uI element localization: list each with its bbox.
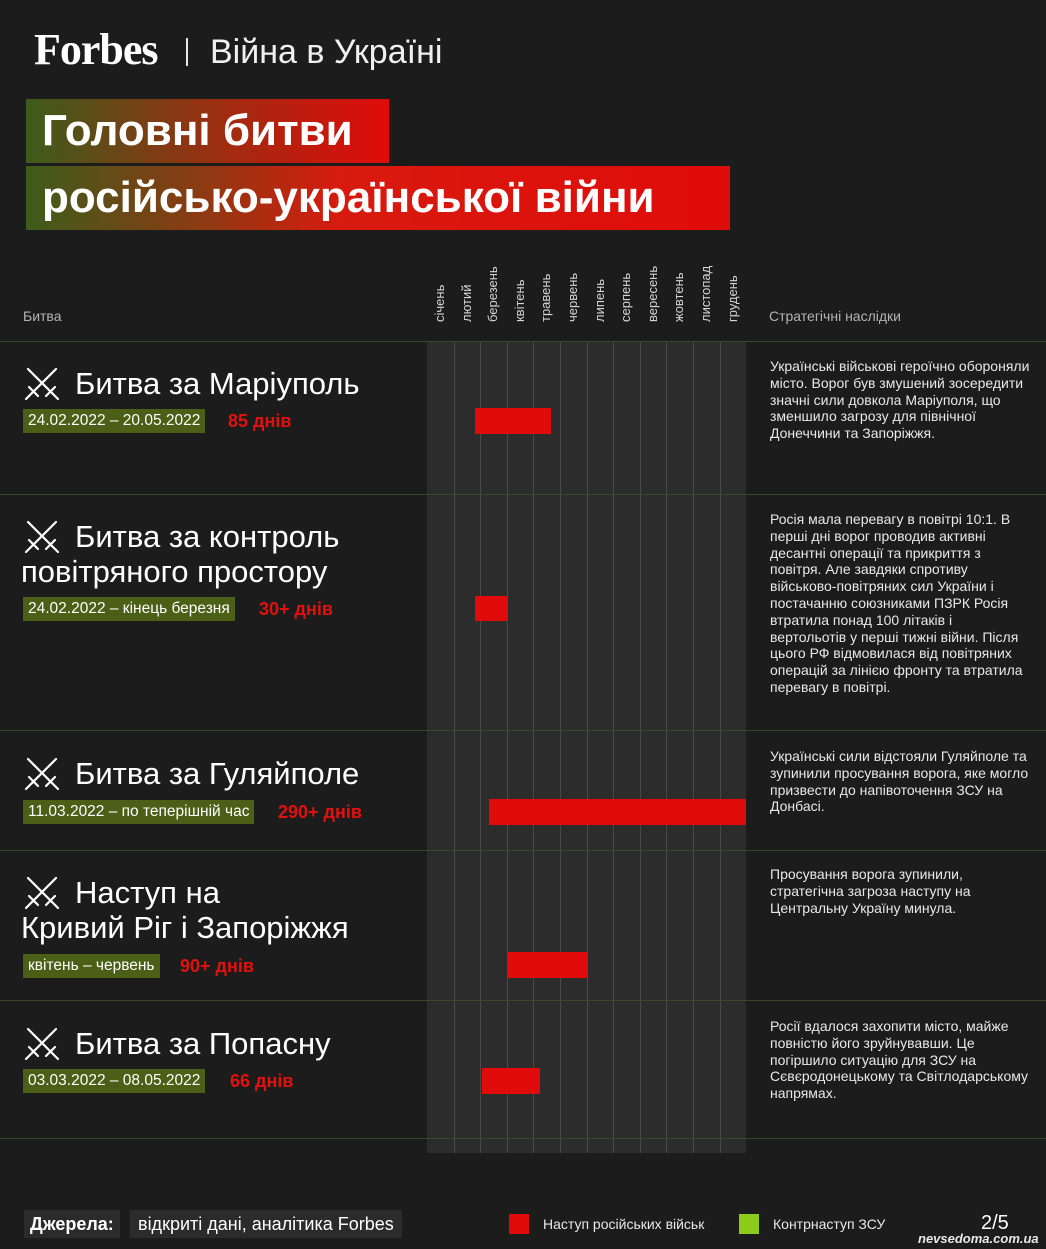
row-divider [0,730,1046,731]
month-gridline [666,342,667,1153]
month-gridline [613,342,614,1153]
row-divider [0,494,1046,495]
header-divider [186,38,188,66]
consequence-text: Українські сили відстояли Гуляйполе та зупинили просування ворога, яке могло призвести до напівоточення ЗСУ на Донбасі. [770,748,1029,815]
month-label: вересень [644,265,660,322]
month-label: травень [538,273,554,322]
battle-duration: 30+ днів [259,599,333,619]
sources-text: відкриті дані, аналітика Forbes [130,1210,402,1238]
battle-duration: 85 днів [228,411,292,431]
row-divider [0,1000,1046,1001]
month-label: грудень [724,275,740,322]
sources-label: Джерела: [24,1210,120,1238]
battle-title: Наступ на [75,875,220,910]
column-header-battle: Битва [23,308,62,324]
consequence-text: Просування ворога зупинили, стратегічна загроза наступу на Центральну Україну минула. [770,866,971,916]
crossed-swords-icon [22,753,62,793]
month-label: січень [432,284,447,322]
page-title-line-2: російсько-української війни [26,166,730,230]
page-indicator: 2/5 [981,1212,1009,1234]
month-gridline [480,342,481,1153]
legend-swatch-russian [509,1214,529,1234]
offensive-bar [507,952,587,978]
month-label: жовтень [671,272,687,322]
crossed-swords-icon [22,872,62,912]
battle-duration: 90+ днів [180,956,254,976]
battle-dates: 24.02.2022 – кінець березня [23,597,235,621]
month-gridline [693,342,694,1153]
battle-dates: 11.03.2022 – по теперішній час [23,800,254,824]
section-title: Війна в Україні [210,33,443,71]
legend-label-ukrainian: Контрнаступ ЗСУ [773,1216,886,1232]
row-divider [0,1138,1046,1139]
battle-title: Битва за Маріуполь [75,366,360,401]
legend-label-russian: Наступ російських військ [543,1216,705,1232]
month-label: листопад [698,265,713,322]
battle-dates: 03.03.2022 – 08.05.2022 [23,1069,205,1093]
crossed-swords-icon [22,363,62,403]
month-label: березень [485,266,501,322]
month-gridline [640,342,641,1153]
row-divider [0,341,1046,342]
offensive-bar [475,596,507,621]
consequence-text: Росія мала перевагу в повітрі 10:1. В перші дні ворог проводив активні десантні операції та прикриття з повітря. Але завдяки спротиву військово-повітряних сил України і постачанню союзниками ПЗРК Росія втратила понад 100 літаків і вертольотів у перші тижні війни. Після цього РФ відмовилася від повітряних операцій за лінією фронту та втратила перевагу в повітрі. [770,511,1023,695]
offensive-bar [482,1068,540,1094]
consequence-text: Українські військові героїчно обороняли місто. Ворог був змушений зосередити значні сили довкола Маріуполя, що зменшило загрозу для північної Донеччини та Запоріжжя. [770,358,1030,442]
battle-title: Битва за Гуляйполе [75,756,360,791]
month-gridline [533,342,534,1153]
battle-title-line-2: Кривий Ріг і Запоріжжя [21,910,349,945]
month-label: лютий [458,284,474,322]
watermark: nevsedoma.com.ua [918,1231,1039,1246]
offensive-bar [489,799,746,825]
row-divider [0,850,1046,851]
page-title-line-1: Головні битви [26,99,389,163]
offensive-bar [475,408,551,434]
battle-title: Битва за контроль [75,519,340,554]
battle-duration: 66 днів [230,1071,294,1091]
battle-dates: 24.02.2022 – 20.05.2022 [23,409,205,433]
battle-title: Битва за Попасну [75,1026,331,1061]
battle-dates: квітень – червень [23,954,160,978]
legend-swatch-ukrainian [739,1214,759,1234]
consequence-text: Росії вдалося захопити місто, майже повністю його зруйнувавши. Це погіршило ситуацію для ЗСУ на Сєвєродонецькому та Світлодарському напрямах. [770,1018,1029,1102]
battle-duration: 290+ днів [278,802,362,822]
battle-title-line-2: повітряного простору [21,554,328,589]
forbes-logo: Forbes [34,25,158,74]
month-label: липень [591,278,607,322]
crossed-swords-icon [22,1023,62,1063]
month-label: квітень [511,279,527,322]
column-header-consequences: Стратегічні наслідки [769,308,901,324]
month-gridline [720,342,721,1153]
month-gridline [560,342,561,1153]
month-label: червень [565,272,580,322]
month-gridline [507,342,508,1153]
month-label: серпень [618,272,634,322]
month-gridline [454,342,455,1153]
crossed-swords-icon [22,516,62,556]
month-gridline [587,342,588,1153]
